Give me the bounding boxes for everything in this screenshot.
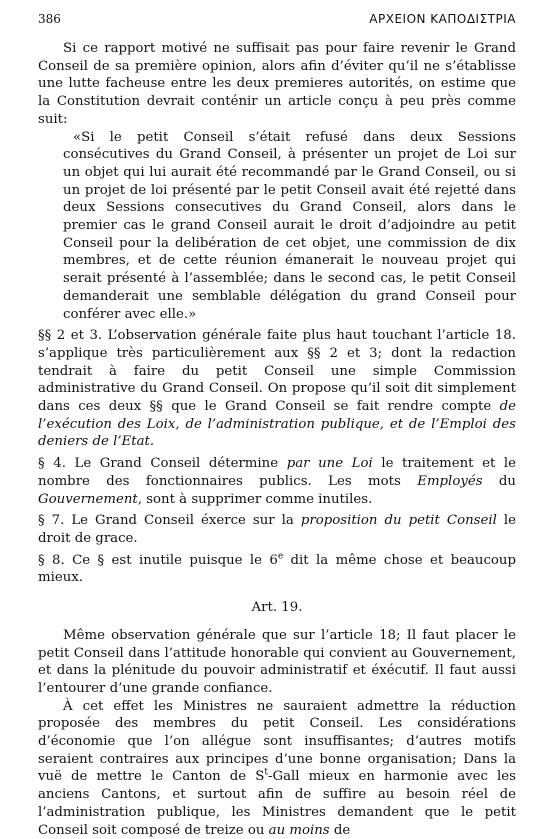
italic-text-run: par une Loi bbox=[286, 456, 373, 472]
page-number: 386 bbox=[38, 12, 61, 26]
page-header bbox=[38, 12, 516, 32]
paragraph-section-4 bbox=[38, 455, 516, 508]
paragraph-section-8 bbox=[38, 552, 516, 587]
text-run: du bbox=[482, 473, 516, 489]
text-run: §§ 2 et 3. L’observation générale faite plus haut touchant l’article 18. s’applique très particulièrement aux §§ 2 et 3; dont la redaction tendrait à faire du petit Conseil une simple Commission administrative du Grand Conseil. On propose qu’il soit dit simplement dans ces deux §§ que le Grand Conseil se fait rendre compte bbox=[38, 328, 516, 415]
paragraph-intro: Si ce rapport motivé ne suffisait pas pour faire revenir le Grand Conseil de sa première opinion, alors afin d’éviter qu’il ne s’établisse une lutte facheuse entre les deux premieres autorités, on estime que la Constitution devrait conténir un article conçu à peu près comme suit: bbox=[38, 41, 516, 127]
paragraph-article-19-second bbox=[38, 698, 516, 839]
italic-text-run: de l’exécution des Loix, de l’administration publique, et de l’Emploi des deniers de l’Etat. bbox=[38, 399, 516, 450]
text-run: dit la même chose et beaucoup mieux. bbox=[38, 552, 516, 586]
text-run: § 7. Le Grand Conseil éxerce sur la bbox=[38, 513, 301, 529]
text-run: À cet effet les Ministres ne sauraient admettre la réduction proposée des membres du petit Conseil. Les considérations d’économie que l’on allégue sont insuffisantes; d’autres motifs seraient contraires aux principes d’une bonne organisation; Dans la vuë de mettre le Canton de S bbox=[38, 698, 516, 785]
superscript: e bbox=[277, 551, 284, 562]
superscript: t bbox=[264, 768, 268, 778]
italic-text-run: proposition du petit Conseil bbox=[300, 513, 497, 529]
paragraph-section-7 bbox=[38, 512, 516, 547]
italic-text-run: Employés bbox=[417, 473, 483, 489]
text-run: § 4. Le Grand Conseil détermine bbox=[38, 456, 287, 472]
quoted-article-proposal: «Si le petit Conseil s’était refusé dans deux Sessions consécutives du Grand Conseil, à présenter un projet de Loi sur un objet qui lui aurait été recommandé par le Grand Conseil, ou si un projet de loi présenté par le petit Conseil avait été rejetté dans deux Sessions consecutives du Grand Conseil, alors dans le premier cas le grand Conseil aurait le droit d’adjoindre au petit Conseil pour la delibération de cet objet, une commission de dix membres, et de cette réunion émanerait le nouveau projet qui serait présenté à l’assemblée; dans le second cas, le petit Conseil demanderait une semblable délégation du grand Conseil pour conférer avec elle.» bbox=[63, 129, 516, 322]
text-run: , sont à supprimer comme inutiles. bbox=[137, 491, 373, 507]
text-run: -Gall mieux en harmonie avec les anciens Cantons, et surtout afin de suffire au besoin réel de l’administration publique, les Ministres demandent que le petit Conseil soit composé de treize ou bbox=[38, 769, 517, 838]
page-body bbox=[38, 40, 516, 839]
text-run: de bbox=[329, 822, 351, 838]
text-run: le droit de grace. bbox=[38, 513, 516, 546]
running-head: ΑΡΧΕΙΟΝ ΚΑΠΟΔΙΣΤΡΙΑ bbox=[369, 12, 516, 26]
text-run: le traitement et le nombre des fonctionnaires publics. Les mots bbox=[38, 456, 516, 489]
article-heading: Art. 19. bbox=[251, 600, 303, 616]
paragraph-sections-2-3 bbox=[38, 327, 516, 451]
text-run: § 8. Ce § est inutile puisque le 6 bbox=[38, 552, 278, 568]
italic-text-run: Gouvernement bbox=[38, 491, 138, 507]
italic-text-run: au moins bbox=[268, 822, 330, 838]
paragraph-article-19-first: Même observation générale que sur l’article 18; Il faut placer le petit Conseil dans l’attitude honorable qui convient au Gouvernement, et dans la plénitude du pouvoir administratif et éxécutif. Il faut aussi l’entourer d’une grande confiance. bbox=[38, 627, 516, 696]
